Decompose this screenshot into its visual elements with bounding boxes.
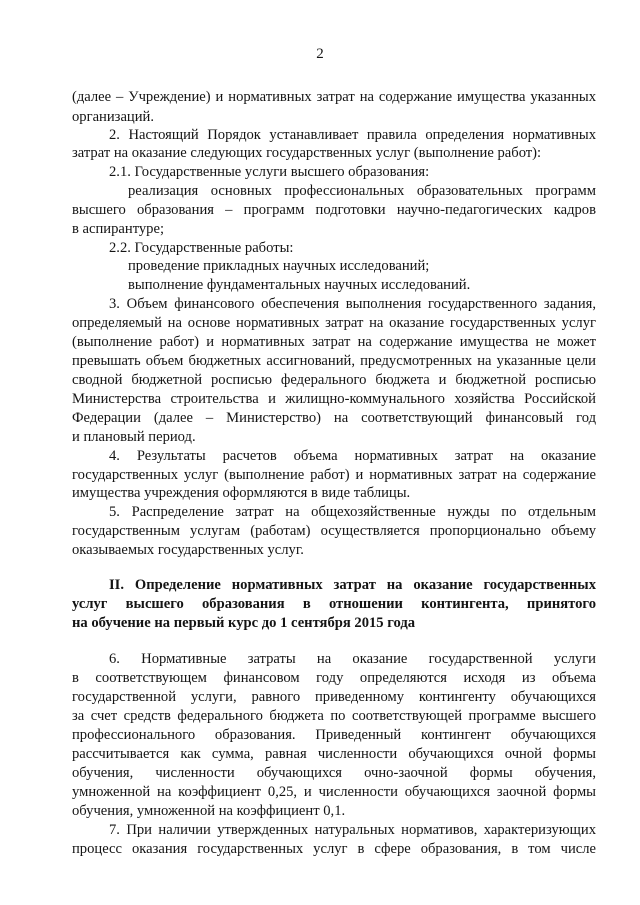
text-line: государственной услуги, равного приведенному контингенту обучающихся [72, 689, 596, 705]
text-line: (выполнение работ) и нормативных затрат на содержание имущества не может [72, 334, 596, 350]
text-line: 3. Объем финансового обеспечения выполнения государственного задания, [109, 296, 596, 312]
text-line: рассчитывается как сумма, равная численности обучающихся очной формы [72, 746, 596, 762]
text-line: за счет средств федерального бюджета по соответствующей программе высшего [72, 708, 596, 724]
text-line: обучения, умноженной на коэффициент 0,1. [72, 803, 346, 819]
text-line: реализация основных профессиональных образовательных программ [128, 183, 596, 199]
page-number: 2 [316, 46, 324, 62]
text-line: в соответствующем финансовом году определяются исходя из объема [72, 670, 596, 686]
section-heading-line: услуг высшего образования в отношении контингента, принятого [72, 596, 596, 612]
text-line: организаций. [72, 109, 154, 125]
text-line: выполнение фундаментальных научных исследований. [128, 277, 471, 293]
text-line: проведение прикладных научных исследований; [128, 258, 430, 274]
text-line: 2.1. Государственные услуги высшего образования: [109, 164, 430, 180]
text-line: оказываемых государственных услуг. [72, 542, 304, 558]
text-line: имущества учреждения оформляются в виде таблицы. [72, 485, 411, 501]
text-line: 4. Результаты расчетов объема нормативных затрат на оказание [109, 448, 596, 464]
text-line: обучения, численности обучающихся очно-заочной формы обучения, [72, 765, 596, 781]
text-line: умноженной на коэффициент 0,25, и численности обучающихся заочной формы [72, 784, 596, 800]
section-heading-line: II. Определение нормативных затрат на оказание государственных [109, 577, 596, 593]
text-line: превышать объем бюджетных ассигнований, предусмотренных на указанные цели [72, 353, 596, 369]
text-line: определяемый на основе нормативных затрат на оказание государственных услуг [72, 315, 596, 331]
text-line: 6. Нормативные затраты на оказание государственной услуги [109, 651, 596, 667]
text-line: в аспирантуре; [72, 221, 165, 237]
text-line: Федерации (далее – Министерство) на соответствующий финансовый год [72, 410, 596, 426]
text-line: 5. Распределение затрат на общехозяйственные нужды по отдельным [109, 504, 596, 520]
text-line: профессионального образования. Приведенный контингент обучающихся [72, 727, 596, 743]
text-line: государственным услугам (работам) осуществляется пропорционально объему [72, 523, 596, 539]
text-line: 7. При наличии утвержденных натуральных нормативов, характеризующих [109, 822, 596, 838]
text-line: государственных услуг (выполнение работ) и нормативных затрат на содержание [72, 467, 596, 483]
text-line: затрат на оказание следующих государственных услуг (выполнение работ): [72, 145, 542, 161]
text-line: и плановый период. [72, 429, 196, 445]
text-line: высшего образования – программ подготовки научно-педагогических кадров [72, 202, 596, 218]
text-line: Министерства строительства и жилищно-коммунального хозяйства Российской [72, 391, 596, 407]
section-heading-line: на обучение на первый курс до 1 сентября 2015 года [72, 615, 416, 631]
text-line: 2. Настоящий Порядок устанавливает правила определения нормативных [109, 127, 596, 143]
text-line: 2.2. Государственные работы: [109, 240, 294, 256]
text-line: сводной бюджетной росписью федерального бюджета и бюджетной росписью [72, 372, 596, 388]
text-line: (далее – Учреждение) и нормативных затрат на содержание имущества указанных [72, 89, 596, 105]
text-line: процесс оказания государственных услуг в сфере образования, в том числе [72, 841, 596, 857]
